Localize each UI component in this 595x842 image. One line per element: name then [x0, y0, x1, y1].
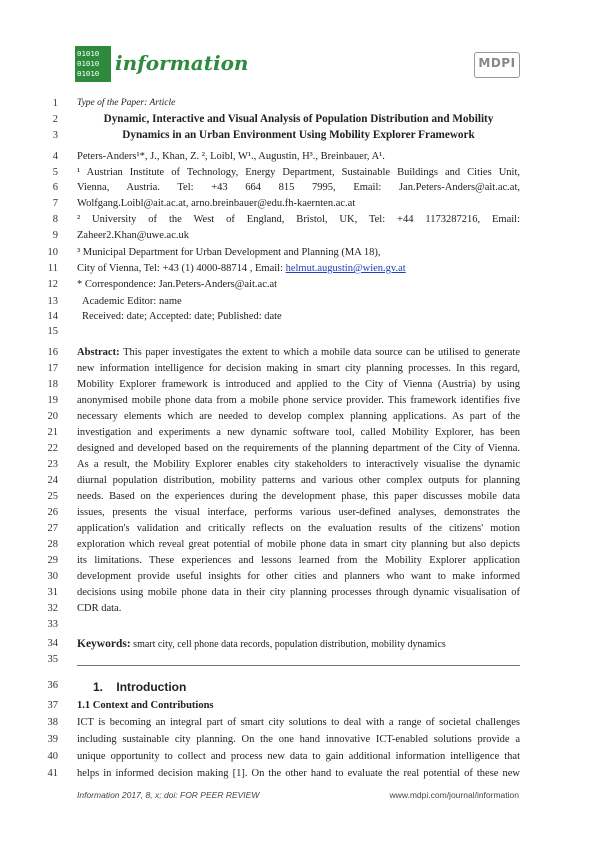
- line-number: 21: [47, 427, 58, 438]
- line-number: 28: [47, 539, 58, 550]
- line-number: 39: [47, 734, 58, 745]
- affiliation-line: Vienna, Austria. Tel: +43 664 815 7995, Email: Jan.Peters-Anders@ait.ac.at,: [77, 182, 520, 193]
- line-number: 11: [47, 263, 58, 274]
- line-number: 2: [52, 114, 58, 125]
- line-number: 27: [47, 523, 58, 534]
- publisher-logo: [474, 52, 520, 78]
- line-number: 26: [47, 507, 58, 518]
- line-number: 14: [47, 311, 58, 322]
- line-number: 35: [47, 654, 58, 665]
- line-number: 30: [47, 571, 58, 582]
- line-number: 29: [47, 555, 58, 566]
- line-number: 19: [47, 395, 58, 406]
- abstract-line: needs. Based on the experiences during the development phase, this paper discusses mobile data: [77, 491, 520, 502]
- subsection-heading: 1.1 Context and Contributions: [77, 700, 214, 711]
- line-number: 10: [47, 247, 58, 258]
- abstract-line: issues, presents the visual interface, performs various user-defined analyses, demonstrates the: [77, 507, 520, 518]
- line-number: 34: [47, 638, 58, 649]
- abstract-label: Abstract:: [77, 347, 120, 358]
- line-number: 7: [52, 198, 58, 209]
- journal-name: information: [115, 51, 249, 75]
- line-number: 32: [47, 603, 58, 614]
- binary-logo-icon: [75, 46, 111, 82]
- line-number: 38: [47, 717, 58, 728]
- keywords-text: smart city, cell phone data records, population distribution, mobility dynamics: [130, 639, 446, 650]
- keywords: [77, 638, 446, 650]
- abstract-line: Mobility Explorer framework is introduced and applied to the City of Vienna (Austria) by using: [77, 379, 520, 390]
- line-number: 6: [52, 182, 58, 193]
- abstract-line: necessary elements which are needed to develop complex planning applications. As part of the: [77, 411, 520, 422]
- line-number: 24: [47, 475, 58, 486]
- line-number: 16: [47, 347, 58, 358]
- title-line: Dynamics in an Urban Environment Using Mobility Explorer Framework: [122, 129, 475, 141]
- section-number: 1.: [93, 680, 104, 694]
- line-number: 1: [52, 98, 58, 109]
- journal-logo: [75, 46, 249, 82]
- abstract-line: decisions using mobile phone data in their city planning processes through dynamic visualisation of: [77, 587, 520, 598]
- abstract-line: designed and developed based on the requirements of the planning department of the City of Vienna.: [77, 443, 520, 454]
- line-number: 12: [47, 279, 58, 290]
- body-line: ICT is becoming an integral part of smart city solutions to deal with a range of societal challenges: [77, 717, 520, 728]
- affiliation-line: Zaheer2.Khan@uwe.ac.uk: [77, 230, 189, 241]
- abstract-line: diurnal population distribution, mobility patterns and various other complex outputs for planning: [77, 475, 520, 486]
- line-number: 23: [47, 459, 58, 470]
- line-number: 40: [47, 751, 58, 762]
- line-number: 17: [47, 363, 58, 374]
- affiliation-line: ² University of the West of England, Bristol, UK, Tel: +44 1173287216, Email:: [77, 214, 520, 225]
- footer-url[interactable]: www.mdpi.com/journal/information: [389, 790, 519, 800]
- abstract-line: its limitations. These experiences and lessons learned from the Mobility Explorer application: [77, 555, 520, 566]
- abstract-text: This paper investigates the extent to which a mobile data source can be utilised to generate: [119, 347, 520, 358]
- abstract-line: investigation and experiments a new dynamic software tool, called Mobility Explorer, has been: [77, 427, 520, 438]
- line-number: 20: [47, 411, 58, 422]
- abstract-line: [77, 347, 520, 358]
- academic-editor: Academic Editor: name: [82, 296, 182, 307]
- abstract-line: As a result, the Mobility Explorer enables city stakeholders to interactively visualise the dynamic: [77, 459, 520, 470]
- keywords-label: Keywords:: [77, 638, 131, 650]
- body-line: helps in informed decision making [1]. On the other hand to evaluate the real potential of these new: [77, 768, 520, 779]
- line-number: 36: [47, 680, 58, 691]
- body-line: unique opportunity to collect and process new data to gain additional information intelligence that: [77, 751, 520, 762]
- line-number: 9: [52, 230, 58, 241]
- line-number: 15: [47, 326, 58, 337]
- line-number: 41: [47, 768, 58, 779]
- authors: Peters-Anders¹*, J., Khan, Z. ², Loibl, W¹., Augustin, H³., Breinbauer, A¹.: [77, 151, 385, 162]
- paper-type: Type of the Paper: Article: [77, 98, 176, 108]
- footer-citation: Information 2017, 8, x; doi: FOR PEER REVIEW: [77, 790, 260, 800]
- divider: [77, 665, 520, 666]
- email-link[interactable]: helmut.augustin@wien.gv.at: [285, 263, 406, 274]
- affiliation-line: ¹ Austrian Institute of Technology, Energy Department, Sustainable Buildings and Cities Unit,: [77, 167, 520, 178]
- line-number: 18: [47, 379, 58, 390]
- section-heading: [93, 680, 186, 694]
- affiliation-line: ³ Municipal Department for Urban Development and Planning (MA 18),: [77, 247, 381, 258]
- correspondence: * Correspondence: Jan.Peters-Anders@ait.ac.at: [77, 279, 278, 290]
- logo-bits: 01010 01010 01010: [77, 49, 100, 78]
- affiliation-line: [77, 263, 406, 274]
- abstract-line: application's validation and critically reflects on the evaluation results of the citizens' motion: [77, 523, 520, 534]
- abstract-line: exploration which reveal great potential of mobile phone data in smart city planning but also depicts: [77, 539, 520, 550]
- title-line: Dynamic, Interactive and Visual Analysis of Population Distribution and Mobility: [103, 113, 494, 125]
- section-title: Introduction: [116, 680, 187, 694]
- abstract-line: development provide useful insights for other cities and planners who want to make informed: [77, 571, 520, 582]
- abstract-line: new information intelligence for decision making in smart city planning processes. In this regard,: [77, 363, 520, 374]
- line-number: 8: [52, 214, 58, 225]
- line-number: 3: [52, 130, 58, 141]
- line-number: 37: [47, 700, 58, 711]
- dates: Received: date; Accepted: date; Published: date: [82, 311, 282, 322]
- publisher-name: MDPI: [478, 56, 516, 70]
- body-line: including sustainable city planning. On the one hand innovative ICT-enabled solutions provide a: [77, 734, 520, 745]
- abstract-line: CDR data.: [77, 603, 122, 614]
- abstract-line: anonymised mobile phone data from a mobile phone service provider. This framework identifies five: [77, 395, 520, 406]
- line-number: 4: [52, 151, 58, 162]
- line-number: 33: [47, 619, 58, 630]
- line-number: 22: [47, 443, 58, 454]
- affiliation-text: City of Vienna, Tel: +43 (1) 4000-88714 , Email:: [77, 263, 286, 274]
- line-number: 5: [52, 167, 58, 178]
- line-number: 31: [47, 587, 58, 598]
- line-number: 13: [47, 296, 58, 307]
- line-number: 25: [47, 491, 58, 502]
- affiliation-line: Wolfgang.Loibl@ait.ac.at, arno.breinbauer@edu.fh-kaernten.ac.at: [77, 198, 356, 209]
